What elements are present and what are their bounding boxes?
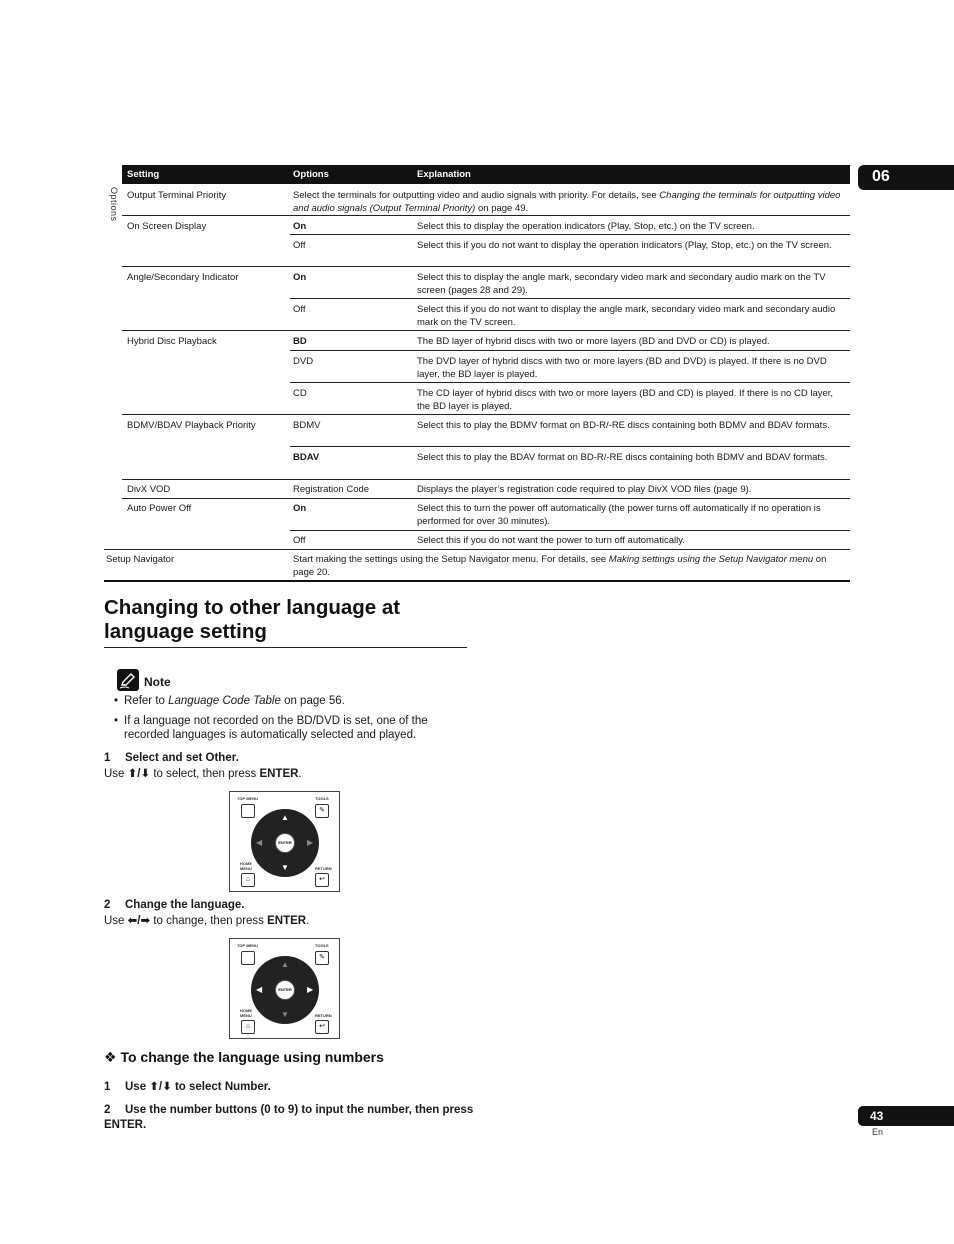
cross-reference: Changing the terminals for outputting video and audio signals (Output Terminal Priority): [293, 190, 841, 214]
chapter-tab: 06: [858, 165, 954, 190]
option-cell: BD: [293, 336, 307, 347]
top-menu-label: TOP MENU: [237, 943, 258, 948]
step-1-instruction: Use ⬆/⬇ to select, then press ENTER.: [104, 768, 302, 780]
header-options: Options: [293, 169, 329, 180]
enter-button: ENTER: [275, 833, 295, 853]
setting-cell: Hybrid Disc Playback: [127, 336, 217, 347]
table-row: [104, 215, 850, 234]
setting-cell: BDMV/BDAV Playback Priority: [127, 420, 256, 431]
cross-reference: Language Code Table: [168, 695, 281, 707]
table-row: [104, 234, 850, 266]
option-cell: Off: [293, 304, 306, 315]
explanation-cell: Select this if you do not want to display the angle mark, secondary video mark and secondary audio mark on the TV screen.: [417, 304, 836, 328]
section-heading: Changing to other language at language setting: [104, 596, 401, 643]
up-down-arrows-icon: ⬆/⬇: [149, 1081, 172, 1093]
return-icon: ↩: [315, 873, 329, 887]
option-cell: Off: [293, 240, 306, 251]
remote-diagram-up-down: [229, 791, 340, 892]
step-2-title: 2 Change the language.: [104, 899, 245, 911]
tools-label: TOOLS: [315, 796, 329, 801]
table-row: [104, 184, 850, 217]
note-pencil-icon: [117, 669, 139, 691]
explanation-cell: The DVD layer of hybrid discs with two or more layers (BD and DVD) is played. If there is no DVD layer, the BD layer is played.: [417, 356, 827, 380]
table-row: [104, 330, 850, 349]
step-1-title: 1 Select and set Other.: [104, 752, 239, 764]
table-row: [104, 414, 850, 446]
number-step-1: 1 Use ⬆/⬇ to select Number.: [104, 1081, 271, 1093]
note-label: Note: [144, 675, 171, 689]
subsection-heading: ❖ To change the language using numbers: [104, 1049, 384, 1065]
explanation-cell: Select this to play the BDAV format on BD-R/-RE discs containing both BDMV and BDAV formats.: [417, 452, 828, 463]
page-number-tab: 43: [858, 1106, 954, 1126]
table-row: [104, 529, 850, 548]
explanation-cell: The BD layer of hybrid discs with two or more layers (BD and DVD or CD) is played.: [417, 336, 770, 347]
note-bullets: [114, 694, 474, 748]
arrow-right-icon: ▶: [307, 985, 314, 994]
setting-cell: Setup Navigator: [106, 554, 175, 565]
arrow-down-icon: ▼: [281, 1010, 289, 1019]
explanation-cell: Select this to play the BDMV format on BD-R/-RE discs containing both BDMV and BDAV formats.: [417, 420, 830, 431]
table-row: [104, 382, 850, 414]
option-cell: On: [293, 221, 307, 232]
up-down-arrows-icon: ⬆/⬇: [127, 768, 151, 780]
table-row: [104, 548, 850, 580]
setting-cell: Output Terminal Priority: [127, 190, 227, 201]
explanation-cell: Select the terminals for outputting video and audio signals with priority. For details, see Changing the terminals for outputting video and audio signals (Output Terminal Priority) on page 49.: [293, 190, 841, 214]
menu-label: MENU: [240, 1013, 252, 1018]
tools-wrench-icon: ✎: [315, 951, 329, 965]
tools-label: TOOLS: [315, 943, 329, 948]
option-cell: Registration Code: [293, 484, 370, 495]
home-label: HOME: [240, 861, 252, 866]
explanation-cell: The CD layer of hybrid discs with two or more layers (BD and CD) is played. If there is no CD layer, the BD layer is played.: [417, 388, 834, 412]
top-menu-label: TOP MENU: [237, 796, 258, 801]
arrow-up-icon: ▲: [281, 813, 289, 822]
explanation-cell: Select this if you do not want to display the operation indicators (Play, Stop, etc.) on the TV screen.: [417, 240, 832, 251]
arrow-left-icon: ◀: [256, 838, 263, 847]
table-row: [104, 298, 850, 330]
language-code: En: [872, 1127, 884, 1137]
home-icon: ⌂: [241, 873, 255, 887]
menu-label: MENU: [240, 866, 252, 871]
explanation-cell: Select this to display the angle mark, secondary video mark and secondary audio mark on the TV screen (pages 28 and 29).: [417, 272, 826, 296]
setting-cell: DivX VOD: [127, 484, 171, 495]
heading-rule: [104, 647, 467, 648]
option-cell: DVD: [293, 356, 314, 367]
options-table: [104, 165, 850, 581]
explanation-cell: Select this to display the operation indicators (Play, Stop, etc.) on the TV screen.: [417, 221, 755, 232]
note-bullet: • If a language not recorded on the BD/DVD is set, one of the recorded languages is automatically selected and played.: [114, 714, 474, 743]
cross-reference: Making settings using the Setup Navigator menu: [608, 554, 814, 565]
option-cell: On: [293, 272, 307, 283]
table-row: [104, 266, 850, 298]
header-setting: Setting: [127, 169, 160, 180]
setting-cell: Angle/Secondary Indicator: [127, 272, 239, 283]
option-cell: On: [293, 503, 307, 514]
remote-diagram-left-right: [229, 938, 340, 1039]
setting-cell: Auto Power Off: [127, 503, 192, 514]
table-header: [122, 165, 850, 184]
table-row: [104, 446, 850, 478]
section-label-options: Options: [109, 187, 119, 222]
option-cell: Off: [293, 535, 306, 546]
table-row: [104, 350, 850, 382]
return-icon: ↩: [315, 1020, 329, 1034]
explanation-cell: Select this to turn the power off automatically (the power turns off automatically if no operation is performed for over 30 minutes).: [417, 503, 821, 527]
arrow-down-icon: ▼: [281, 863, 289, 872]
return-label: RETURN: [315, 1013, 332, 1018]
option-cell: BDMV: [293, 420, 321, 431]
direction-ring: [251, 809, 319, 877]
explanation-cell: Select this if you do not want the power to turn off automatically.: [417, 535, 685, 546]
direction-ring: [251, 956, 319, 1024]
enter-button: ENTER: [275, 980, 295, 1000]
tools-wrench-icon: ✎: [315, 804, 329, 818]
option-cell: BDAV: [293, 452, 320, 463]
table-row: [104, 497, 850, 529]
explanation-cell: Start making the settings using the Setup Navigator menu. For details, see Making settings using the Setup Navigator menu on page 20.: [293, 554, 827, 578]
top-menu-button: [241, 804, 255, 818]
step-2-instruction: Use ⬅/➡ to change, then press ENTER.: [104, 915, 310, 927]
diamond-marker-icon: ❖: [104, 1049, 117, 1065]
arrow-left-icon: ◀: [256, 985, 263, 994]
table-row: [104, 478, 850, 497]
table-bottom-rule: [104, 580, 850, 582]
setting-cell: On Screen Display: [127, 221, 207, 232]
home-icon: ⌂: [241, 1020, 255, 1034]
number-step-2: 2 Use the number buttons (0 to 9) to input the number, then press ENTER.: [104, 1104, 474, 1131]
arrow-right-icon: ▶: [307, 838, 314, 847]
left-right-arrows-icon: ⬅/➡: [127, 915, 151, 927]
note-bullet: • Refer to Language Code Table on page 56.: [114, 694, 474, 709]
return-label: RETURN: [315, 866, 332, 871]
top-menu-button: [241, 951, 255, 965]
home-label: HOME: [240, 1008, 252, 1013]
option-cell: CD: [293, 388, 307, 399]
arrow-up-icon: ▲: [281, 960, 289, 969]
explanation-cell: Displays the player’s registration code required to play DivX VOD files (page 9).: [417, 484, 752, 495]
header-explanation: Explanation: [417, 169, 471, 180]
